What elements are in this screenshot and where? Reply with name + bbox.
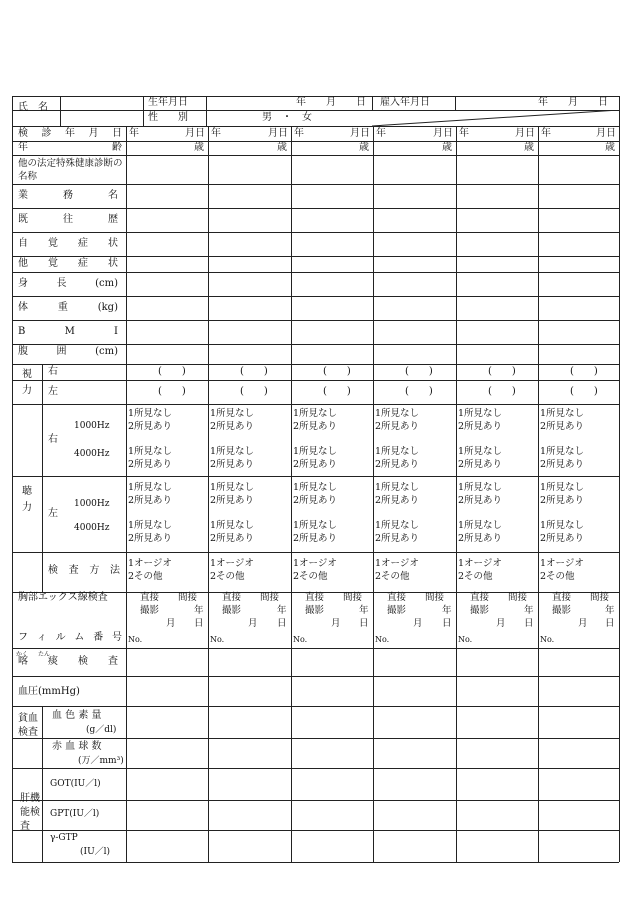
xray-year: 年 <box>524 605 534 616</box>
rule-v <box>456 126 457 862</box>
anemia-label: 貧血検査 <box>18 713 38 738</box>
rule-h <box>42 738 619 739</box>
hearing-finding: 2所見あり <box>375 495 420 506</box>
weight-label: 体 重 (kg) <box>18 302 118 313</box>
test-method-label: 検 査 方 法 <box>48 565 120 576</box>
age-cell: 歳 <box>442 142 452 153</box>
rule-h <box>42 476 619 477</box>
xray-day: 日 <box>359 618 369 629</box>
method-audio: 1オージオ <box>210 558 254 569</box>
hearing-no-finding: 1所見なし <box>293 408 338 419</box>
sputum-ruby: かく <box>16 651 29 658</box>
rule-h <box>12 272 619 273</box>
film-number-cell: No. <box>458 635 473 644</box>
vision-left-cell: ( ) <box>323 386 351 397</box>
method-audio: 1オージオ <box>458 558 502 569</box>
hz1000-right-label: 1000Hz <box>74 421 110 431</box>
hearing-finding: 2所見あり <box>540 459 585 470</box>
hearing-finding: 2所見あり <box>540 495 585 506</box>
vision-left-cell: ( ) <box>570 386 598 397</box>
film-number-cell: No. <box>540 635 555 644</box>
rule-v <box>208 126 209 862</box>
xray-month: 月 <box>496 618 506 629</box>
vision-left-cell: ( ) <box>240 386 268 397</box>
rule-h <box>12 768 619 769</box>
rule-v <box>291 126 292 862</box>
ggtp-unit: (IU／l) <box>80 847 111 857</box>
hearing-finding: 2所見あり <box>375 459 420 470</box>
age-cell: 歳 <box>277 142 287 153</box>
exam-date-cell: 年 月 日 <box>129 128 205 139</box>
liver-label: 肝機能検査 <box>20 793 40 832</box>
xray-month: 月 <box>578 618 588 629</box>
xray-satsuei: 撮影 <box>140 605 160 616</box>
hearing-no-finding: 1所見なし <box>128 408 173 419</box>
objective-symptoms-label: 他 覚 症 状 <box>18 258 118 269</box>
rule-h <box>42 380 619 381</box>
xray-month: 月 <box>331 618 341 629</box>
hearing-no-finding: 1所見なし <box>210 408 255 419</box>
rule-h <box>12 344 619 345</box>
exam-date-cell: 年 月 日 <box>376 128 453 139</box>
method-audio: 1オージオ <box>293 558 337 569</box>
rule-h <box>42 552 619 553</box>
bmi-label: B M I <box>18 326 118 337</box>
xray-direct: 直接 <box>305 592 325 603</box>
film-number-cell: No. <box>375 635 390 644</box>
hearing-no-finding: 1所見なし <box>375 446 420 457</box>
xray-direct: 直接 <box>552 592 572 603</box>
hearing-no-finding: 1所見なし <box>375 520 420 531</box>
rule-v <box>372 96 373 110</box>
xray-indirect: 間接 <box>425 592 445 603</box>
got-label: GOT(IU／l) <box>50 779 101 789</box>
xray-month: 月 <box>248 618 258 629</box>
xray-year: 年 <box>277 605 287 616</box>
method-other: 2その他 <box>210 571 245 582</box>
xray-satsuei: 撮影 <box>222 605 242 616</box>
rbc-label: 赤 血 球 数 <box>52 741 102 752</box>
rule-v <box>538 126 539 862</box>
hz4000-left-label: 4000Hz <box>74 523 110 533</box>
sex-value: 男 ・ 女 <box>262 112 312 123</box>
xray-satsuei: 撮影 <box>552 605 572 616</box>
hemoglobin-unit: (g／dl) <box>86 725 117 735</box>
xray-month: 月 <box>413 618 423 629</box>
hearing-finding: 2所見あり <box>128 459 173 470</box>
hearing-finding: 2所見あり <box>293 421 338 432</box>
hearing-finding: 2所見あり <box>375 533 420 544</box>
age-cell: 歳 <box>359 142 369 153</box>
vision-right-label: 右 <box>48 366 58 377</box>
hire-date-label: 雇入年月日 <box>380 97 430 108</box>
exam-date-cell: 年 月 日 <box>211 128 288 139</box>
rule-h <box>12 648 619 649</box>
sputum-ruby: たん <box>38 651 51 658</box>
method-other: 2その他 <box>540 571 575 582</box>
method-audio: 1オージオ <box>128 558 172 569</box>
age-cell: 歳 <box>524 142 534 153</box>
xray-direct: 直接 <box>222 592 242 603</box>
hearing-no-finding: 1所見なし <box>375 482 420 493</box>
hearing-no-finding: 1所見なし <box>293 482 338 493</box>
rule-h <box>12 364 619 365</box>
hearing-finding: 2所見あり <box>375 421 420 432</box>
hearing-finding: 2所見あり <box>293 495 338 506</box>
age-cell: 歳 <box>194 142 204 153</box>
hz1000-left-label: 1000Hz <box>74 499 110 509</box>
method-other: 2その他 <box>458 571 493 582</box>
hearing-no-finding: 1所見なし <box>293 520 338 531</box>
hearing-right-label: 右 <box>48 434 58 445</box>
xray-year: 年 <box>605 605 615 616</box>
age-label: 年 齢 <box>18 142 122 153</box>
blood-pressure-label: 血圧(mmHg) <box>18 686 80 697</box>
rule-h <box>42 800 619 801</box>
hearing-no-finding: 1所見なし <box>458 482 503 493</box>
vision-left-cell: ( ) <box>488 386 516 397</box>
hearing-no-finding: 1所見なし <box>210 520 255 531</box>
birth-date-value: 年 月 日 <box>296 97 366 108</box>
vision-right-cell: ( ) <box>570 366 598 377</box>
subjective-symptoms-label: 自 覚 症 状 <box>18 238 118 249</box>
xray-indirect: 間接 <box>590 592 610 603</box>
hearing-finding: 2所見あり <box>210 421 255 432</box>
vision-right-cell: ( ) <box>488 366 516 377</box>
xray-indirect: 間接 <box>508 592 528 603</box>
xray-indirect: 間接 <box>343 592 363 603</box>
hearing-no-finding: 1所見なし <box>293 446 338 457</box>
hearing-no-finding: 1所見なし <box>458 520 503 531</box>
rule-v <box>12 96 13 862</box>
rule-h <box>12 256 619 257</box>
hearing-no-finding: 1所見なし <box>540 482 585 493</box>
film-number-cell: No. <box>128 635 143 644</box>
hearing-left-label: 左 <box>48 508 58 519</box>
rule-v <box>42 364 43 592</box>
method-other: 2その他 <box>293 571 328 582</box>
hearing-finding: 2所見あり <box>458 533 503 544</box>
vision-left-cell: ( ) <box>158 386 186 397</box>
hearing-finding: 2所見あり <box>293 533 338 544</box>
hearing-no-finding: 1所見なし <box>210 446 255 457</box>
vision-label: 視力 <box>22 369 32 396</box>
history-label: 既 往 歴 <box>18 214 118 225</box>
xray-satsuei: 撮影 <box>470 605 490 616</box>
rule-v <box>42 706 43 862</box>
hearing-no-finding: 1所見なし <box>128 446 173 457</box>
hearing-finding: 2所見あり <box>458 421 503 432</box>
xray-direct: 直接 <box>387 592 407 603</box>
xray-day: 日 <box>524 618 534 629</box>
height-label: 身 長 (cm) <box>18 278 118 289</box>
hearing-no-finding: 1所見なし <box>540 446 585 457</box>
xray-direct: 直接 <box>140 592 160 603</box>
vision-left-label: 左 <box>48 386 58 397</box>
rule-h <box>12 184 619 185</box>
hearing-no-finding: 1所見なし <box>128 520 173 531</box>
hearing-no-finding: 1所見なし <box>540 408 585 419</box>
waist-label: 腹 囲 (cm) <box>18 346 118 357</box>
xray-year: 年 <box>194 605 204 616</box>
birth-date-label: 生年月日 <box>148 97 188 108</box>
rule-h <box>42 830 619 831</box>
xray-day: 日 <box>605 618 615 629</box>
hearing-label: 聴力 <box>22 486 32 513</box>
hearing-finding: 2所見あり <box>128 421 173 432</box>
hearing-no-finding: 1所見なし <box>540 520 585 531</box>
hearing-finding: 2所見あり <box>210 459 255 470</box>
rule-v <box>373 126 374 862</box>
hearing-finding: 2所見あり <box>458 495 503 506</box>
method-audio: 1オージオ <box>540 558 584 569</box>
xray-satsuei: 撮影 <box>387 605 407 616</box>
exam-date-cell: 年 月 日 <box>459 128 535 139</box>
hearing-finding: 2所見あり <box>128 533 173 544</box>
hearing-no-finding: 1所見なし <box>375 408 420 419</box>
occupation-label: 業 務 名 <box>18 190 118 201</box>
rule-v <box>619 96 620 862</box>
xray-day: 日 <box>442 618 452 629</box>
rule-v <box>455 96 456 110</box>
xray-satsuei: 撮影 <box>305 605 325 616</box>
rule-v <box>60 96 61 126</box>
gpt-label: GPT(IU／l) <box>50 809 100 819</box>
xray-year: 年 <box>442 605 452 616</box>
hearing-finding: 2所見あり <box>210 495 255 506</box>
method-audio: 1オージオ <box>375 558 419 569</box>
rule-h <box>12 155 619 156</box>
rule-h <box>12 404 619 405</box>
xray-day: 日 <box>194 618 204 629</box>
hire-date-value: 年 月 日 <box>538 97 608 108</box>
hearing-finding: 2所見あり <box>458 459 503 470</box>
film-number-label: フ ィ ル ム 番 号 <box>18 632 122 643</box>
vision-right-cell: ( ) <box>323 366 351 377</box>
vision-left-cell: ( ) <box>405 386 433 397</box>
hearing-finding: 2所見あり <box>540 421 585 432</box>
method-other: 2その他 <box>128 571 163 582</box>
rule-h <box>12 320 619 321</box>
rule-h <box>12 862 619 863</box>
age-cell: 歳 <box>605 142 615 153</box>
hearing-no-finding: 1所見なし <box>128 482 173 493</box>
ggtp-label: γ-GTP <box>50 833 78 843</box>
xray-direct: 直接 <box>470 592 490 603</box>
hemoglobin-label: 血 色 素 量 <box>52 710 102 721</box>
xray-indirect: 間接 <box>260 592 280 603</box>
film-number-cell: No. <box>210 635 225 644</box>
hearing-finding: 2所見あり <box>210 533 255 544</box>
xray-year: 年 <box>359 605 369 616</box>
hearing-no-finding: 1所見なし <box>458 446 503 457</box>
xray-month: 月 <box>166 618 176 629</box>
xray-indirect: 間接 <box>178 592 198 603</box>
hearing-finding: 2所見あり <box>293 459 338 470</box>
hearing-no-finding: 1所見なし <box>458 408 503 419</box>
other-exam-label: 他の法定特殊健康診断の名称 <box>18 158 123 182</box>
exam-date-label: 検 診 年 月 日 <box>18 128 122 139</box>
hearing-finding: 2所見あり <box>540 533 585 544</box>
sputum-label: 喀 痰 検 査 <box>18 656 118 667</box>
rule-h <box>12 706 619 707</box>
xray-label: 胸部エックス線検査 <box>18 592 108 603</box>
hire-diagonal <box>372 110 619 126</box>
name-label: 氏 名 <box>18 102 48 113</box>
method-other: 2その他 <box>375 571 410 582</box>
hearing-finding: 2所見あり <box>128 495 173 506</box>
vision-right-cell: ( ) <box>158 366 186 377</box>
exam-date-cell: 年 月 日 <box>541 128 616 139</box>
sex-label: 性 別 <box>148 112 188 123</box>
exam-date-cell: 年 月 日 <box>294 128 370 139</box>
vision-right-cell: ( ) <box>240 366 268 377</box>
rule-v <box>206 96 207 126</box>
rule-h <box>12 676 619 677</box>
rule-v <box>126 126 127 862</box>
rule-h <box>12 126 619 127</box>
xray-day: 日 <box>277 618 287 629</box>
rule-h <box>12 208 619 209</box>
hearing-no-finding: 1所見なし <box>210 482 255 493</box>
rule-h <box>12 232 619 233</box>
film-number-cell: No. <box>293 635 308 644</box>
vision-right-cell: ( ) <box>405 366 433 377</box>
rule-h <box>12 296 619 297</box>
rbc-unit: (万／mm³) <box>78 756 124 766</box>
rule-v <box>143 96 144 126</box>
hz4000-right-label: 4000Hz <box>74 449 110 459</box>
